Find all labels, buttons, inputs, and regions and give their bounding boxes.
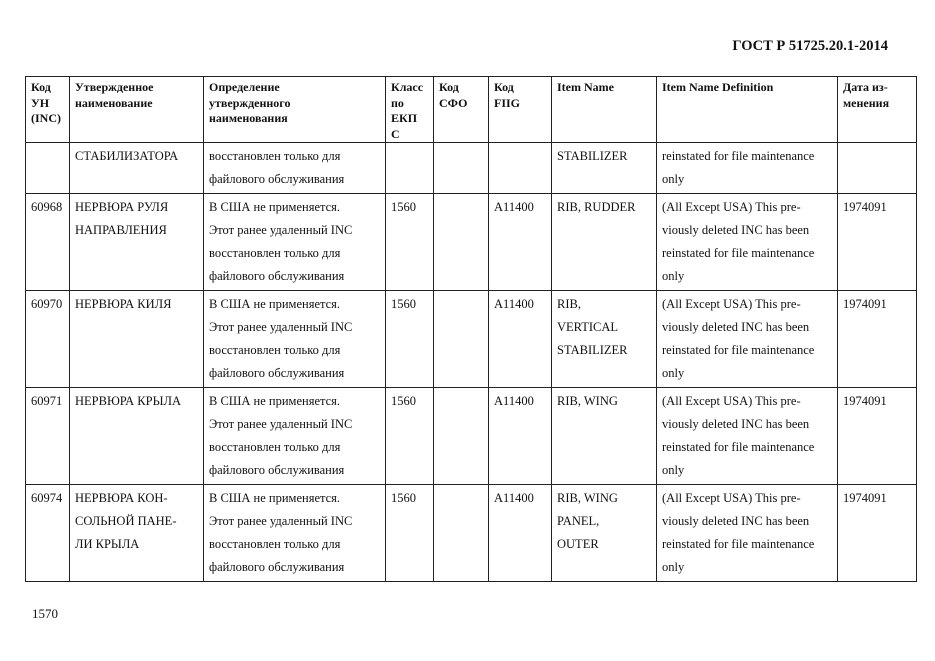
classification-table (25, 76, 917, 582)
table-body (26, 143, 917, 582)
fiig-cell (489, 143, 552, 194)
cell-line: Item Name Definition (662, 80, 774, 94)
item-name-cell (552, 388, 657, 485)
header-class (386, 77, 434, 143)
cell-line: С (391, 126, 400, 141)
approved-name-cell (70, 485, 204, 582)
change-date-cell: 1974091 (838, 485, 917, 582)
definition-cell (204, 291, 386, 388)
fiig-cell: A11400 (489, 291, 552, 388)
cell-line: УН (31, 95, 50, 110)
cell-line: (All Except USA) This pre- (662, 200, 801, 214)
fiig-cell: A11400 (489, 194, 552, 291)
cell-line: файлового обслуживания (209, 560, 345, 574)
cell-line: наименование (75, 95, 153, 110)
definition-cell (204, 143, 386, 194)
inc-cell: 60971 (26, 388, 70, 485)
cell-line: НЕРВЮРА КОН- (75, 491, 168, 505)
cell-line: VERTICAL (557, 320, 619, 334)
inc-cell (26, 143, 70, 194)
cell-line: восстановлен только для (209, 537, 341, 551)
cell-line: СТАБИЛИЗАТОРА (75, 149, 179, 163)
header-inc (26, 77, 70, 143)
class-cell: 1560 (386, 291, 434, 388)
cell-line: OUTER (557, 537, 599, 551)
cell-line: only (662, 269, 685, 283)
cell-line: viously deleted INC has been (662, 223, 810, 237)
cell-line: НЕРВЮРА РУЛЯ (75, 200, 169, 214)
table-row (26, 485, 917, 582)
definition-cell (204, 194, 386, 291)
class-cell: 1560 (386, 388, 434, 485)
definition-cell (204, 388, 386, 485)
approved-name-cell (70, 194, 204, 291)
approved-name-cell (70, 291, 204, 388)
cell-line: reinstated for file maintenance (662, 149, 815, 163)
table-header-row (26, 77, 917, 143)
cell-line: восстановлен только для (209, 149, 341, 163)
item-name-definition-cell (657, 291, 838, 388)
table-row (26, 194, 917, 291)
item-name-cell (552, 291, 657, 388)
cell-line: В США не применяется. (209, 200, 341, 214)
cell-line: viously deleted INC has been (662, 514, 810, 528)
approved-name-cell (70, 388, 204, 485)
cell-line: reinstated for file maintenance (662, 440, 815, 454)
cell-line: (All Except USA) This pre- (662, 491, 801, 505)
item-name-cell (552, 194, 657, 291)
header-change-date (838, 77, 917, 143)
approved-name-cell (70, 143, 204, 194)
cell-line: наименования (209, 111, 288, 125)
item-name-definition-cell (657, 388, 838, 485)
cell-line: файлового обслуживания (209, 269, 345, 283)
cell-line: менения (843, 95, 890, 110)
cell-line: Код (494, 80, 514, 94)
change-date-cell (838, 143, 917, 194)
cell-line: файлового обслуживания (209, 172, 345, 186)
cell-line: В США не применяется. (209, 394, 341, 408)
cell-line: НАПРАВЛЕНИЯ (75, 223, 167, 237)
cell-line: восстановлен только для (209, 440, 341, 454)
sfo-cell (434, 143, 489, 194)
header-fiig (489, 77, 552, 143)
table-row (26, 291, 917, 388)
inc-cell: 60970 (26, 291, 70, 388)
change-date-cell: 1974091 (838, 194, 917, 291)
cell-line: (INC) (31, 111, 61, 125)
cell-line: ЛИ КРЫЛА (75, 537, 140, 551)
cell-line: (All Except USA) This pre- (662, 394, 801, 408)
class-cell (386, 143, 434, 194)
sfo-cell (434, 388, 489, 485)
cell-line: В США не применяется. (209, 491, 341, 505)
sfo-cell (434, 485, 489, 582)
sfo-cell (434, 194, 489, 291)
fiig-cell: A11400 (489, 485, 552, 582)
cell-line: НЕРВЮРА КРЫЛА (75, 394, 181, 408)
class-cell: 1560 (386, 194, 434, 291)
cell-line: STABILIZER (557, 343, 628, 357)
header-item-name (552, 77, 657, 143)
cell-line: В США не применяется. (209, 297, 341, 311)
cell-line: файлового обслуживания (209, 366, 345, 380)
cell-line: Этот ранее удаленный INC (209, 417, 353, 431)
item-name-definition-cell (657, 194, 838, 291)
cell-line: Дата из- (843, 80, 888, 94)
cell-line: reinstated for file maintenance (662, 246, 815, 260)
header-definition (204, 77, 386, 143)
cell-line: only (662, 560, 685, 574)
cell-line: only (662, 366, 685, 380)
cell-line: Код (31, 80, 51, 94)
table-row (26, 388, 917, 485)
cell-line: Item Name (557, 80, 614, 94)
cell-line: Этот ранее удаленный INC (209, 320, 353, 334)
cell-line: утвержденного (209, 95, 291, 110)
cell-line: Утвержденное (75, 80, 154, 94)
item-name-definition-cell (657, 485, 838, 582)
cell-line: Класс (391, 80, 424, 94)
cell-line: PANEL, (557, 514, 600, 528)
item-name-definition-cell (657, 143, 838, 194)
cell-line: (All Except USA) This pre- (662, 297, 801, 311)
fiig-cell: A11400 (489, 388, 552, 485)
cell-line: RIB, WING (557, 491, 618, 505)
cell-line: reinstated for file maintenance (662, 537, 815, 551)
header-approved-name (70, 77, 204, 143)
change-date-cell: 1974091 (838, 291, 917, 388)
item-name-cell (552, 143, 657, 194)
cell-line: FIIG (494, 95, 521, 110)
document-title: ГОСТ Р 51725.20.1-2014 (732, 38, 888, 54)
header-item-name-definition (657, 77, 838, 143)
table-row (26, 143, 917, 194)
cell-line: СОЛЬНОЙ ПАНЕ- (75, 514, 177, 528)
definition-cell (204, 485, 386, 582)
item-name-cell (552, 485, 657, 582)
sfo-cell (434, 291, 489, 388)
inc-cell: 60974 (26, 485, 70, 582)
cell-line: only (662, 172, 685, 186)
page-number: 1570 (32, 606, 58, 621)
cell-line: восстановлен только для (209, 343, 341, 357)
cell-line: Определение (209, 80, 280, 94)
change-date-cell: 1974091 (838, 388, 917, 485)
cell-line: RIB, RUDDER (557, 200, 636, 214)
inc-cell: 60968 (26, 194, 70, 291)
cell-line: Код (439, 80, 459, 94)
cell-line: НЕРВЮРА КИЛЯ (75, 297, 172, 311)
cell-line: reinstated for file maintenance (662, 343, 815, 357)
cell-line: viously deleted INC has been (662, 417, 810, 431)
cell-line: RIB, (557, 297, 581, 311)
cell-line: ЕКП (391, 111, 418, 125)
cell-line: СФО (439, 95, 468, 110)
cell-line: only (662, 463, 685, 477)
cell-line: по (391, 95, 404, 110)
cell-line: восстановлен только для (209, 246, 341, 260)
cell-line: Этот ранее удаленный INC (209, 223, 353, 237)
header-sfo (434, 77, 489, 143)
cell-line: viously deleted INC has been (662, 320, 810, 334)
cell-line: Этот ранее удаленный INC (209, 514, 353, 528)
cell-line: RIB, WING (557, 394, 618, 408)
class-cell: 1560 (386, 485, 434, 582)
cell-line: файлового обслуживания (209, 463, 345, 477)
cell-line: STABILIZER (557, 149, 628, 163)
